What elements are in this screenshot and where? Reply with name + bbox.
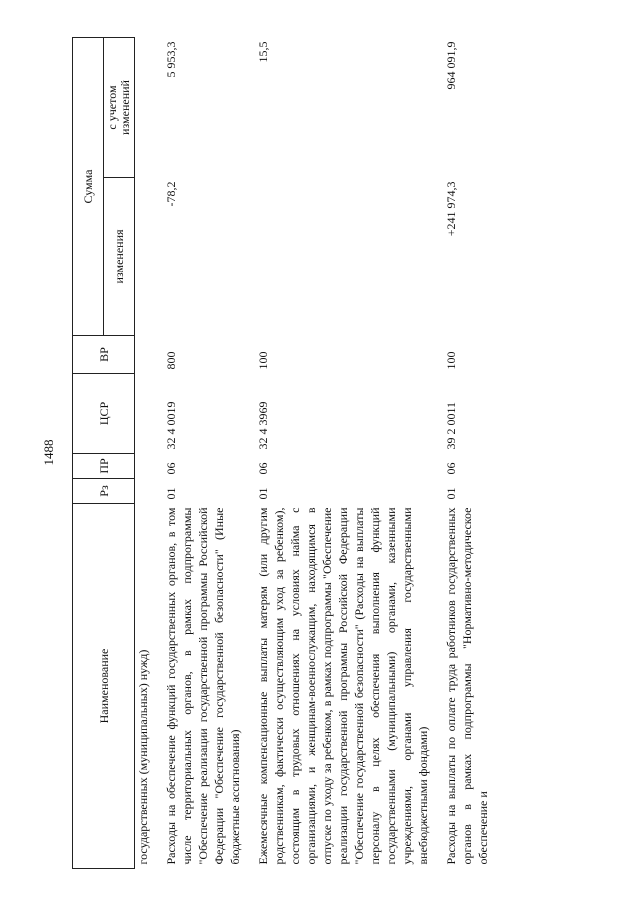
row-total	[135, 37, 152, 177]
header-with-changes-line2: изменений	[118, 80, 132, 135]
row-rz: 01	[444, 487, 458, 500]
header-name: Наименование	[73, 504, 135, 869]
row-pr: 06	[256, 462, 270, 475]
header-vr: ВР	[73, 336, 135, 374]
row-change	[255, 178, 431, 336]
row-change: -78,2	[164, 181, 178, 207]
row-vr: 800	[164, 351, 178, 370]
table-row	[255, 37, 431, 868]
row-rz: 01	[256, 487, 270, 500]
budget-table	[72, 37, 491, 869]
header-csr: ЦСР	[73, 374, 135, 454]
row-pr	[135, 454, 152, 479]
row-name: Расходы на выплаты по оплате труда работников государственных органов в рамках подпрограммы "Нормативно-методическое обеспечение и	[444, 507, 490, 865]
row-total: 5 953,3	[164, 41, 178, 78]
page-number: 1488	[41, 439, 56, 466]
row-change: +241 974,3	[444, 181, 458, 237]
row-pr: 06	[164, 462, 178, 475]
header-with-changes-line1: с учетом	[105, 85, 119, 130]
header-with-changes	[104, 37, 135, 177]
row-pr: 06	[444, 462, 458, 475]
row-vr: 100	[444, 351, 458, 370]
row-csr	[135, 374, 152, 454]
row-vr: 100	[256, 351, 270, 370]
row-name: государственных (муниципальных) нужд)	[136, 649, 150, 865]
row-total: 15,5	[256, 41, 270, 63]
row-name: Расходы на обеспечение функций государственных органов, в том числе территориальных органов, в рамках подпрограммы "Обеспечение реализации государственной программы Российской Федерации "Обеспечение государственной безопасности" (Иные бюджетные ассигнования)	[164, 507, 242, 865]
row-change	[135, 178, 152, 336]
header-rz: Рз	[73, 479, 135, 504]
table-row	[135, 37, 152, 868]
row-rz: 01	[164, 487, 178, 500]
header-pr: ПР	[73, 454, 135, 479]
header-sum: Сумма	[73, 37, 104, 335]
row-name: Ежемесячные компенсационные выплаты матерям (или другим родственникам, фактически осуществляющим уход за ребенком), состоящим в трудовых отношениях на условиях найма с организациями, и женщинам-военнослужащим, находящимся в отпуске по уходу за ребенком, в рамках подпрограммы "Обеспечение реализации государственной программы Российской Федерации "Обеспечение государственной безопасности" (Расходы на выплаты персоналу в целях обеспечения выполнения функций государственными (муниципальными) органами, казенными учреждениями, органами управления государственными внебюджетными фондами)	[256, 507, 430, 865]
row-vr	[135, 336, 152, 374]
row-csr: 32 4 0019	[164, 401, 178, 450]
row-csr: 32 4 3969	[256, 401, 270, 450]
header-changes: изменения	[104, 178, 135, 336]
row-csr: 39 2 0011	[444, 401, 458, 450]
table-row	[443, 37, 491, 868]
row-rz	[135, 479, 152, 504]
table-row	[163, 37, 243, 868]
row-total: 964 091,9	[444, 41, 458, 90]
